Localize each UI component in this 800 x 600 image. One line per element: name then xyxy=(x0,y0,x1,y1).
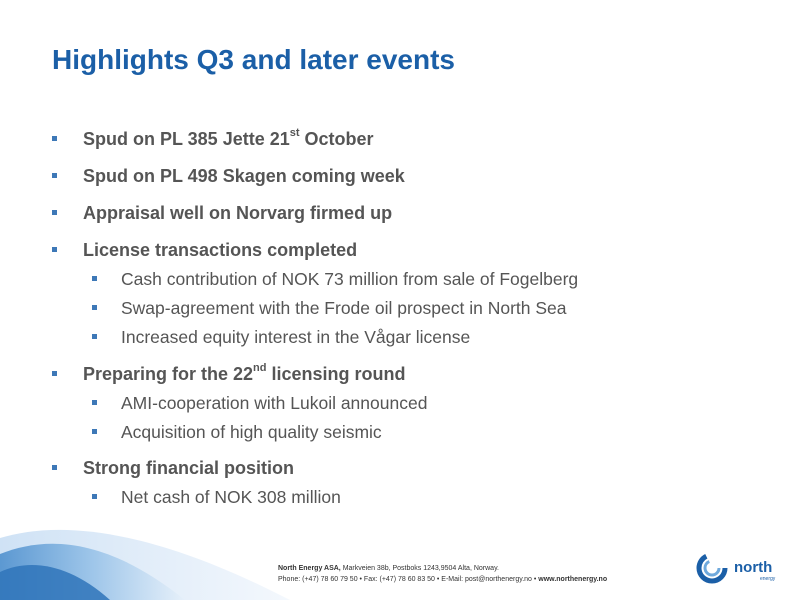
bullet-marker-icon xyxy=(52,371,57,376)
sub-bullet-text: AMI-cooperation with Lukoil announced xyxy=(121,393,428,413)
bullet-marker-icon xyxy=(52,210,57,215)
bullet-item xyxy=(52,166,405,187)
footer-contact-line: Phone: (+47) 78 60 79 50 • Fax: (+47) 78 60 83 50 • E-Mail: post@northenergy.no • xyxy=(278,576,539,583)
bullet-marker-icon xyxy=(92,429,97,434)
bullet-marker-icon xyxy=(92,400,97,405)
sub-bullet-text: Cash contribution of NOK 73 million from sale of Fogelberg xyxy=(121,269,579,289)
bullet-item xyxy=(52,364,406,385)
sub-bullet-text: Acquisition of high quality seismic xyxy=(121,422,382,442)
logo-subtext: energy xyxy=(760,576,776,582)
bullet-item xyxy=(52,129,374,150)
logo-wordmark: north xyxy=(734,559,773,576)
bullet-text: Strong financial position xyxy=(83,458,294,478)
bullet-marker-icon xyxy=(92,305,97,310)
bullet-item xyxy=(52,458,294,479)
bullet-text-after: October xyxy=(299,129,374,149)
bullet-marker-icon xyxy=(92,334,97,339)
sub-bullet-item xyxy=(92,269,578,290)
bullet-marker-icon xyxy=(52,136,57,141)
bullet-item xyxy=(52,240,357,261)
bullet-text-after: licensing round xyxy=(266,364,406,384)
footer-contact xyxy=(278,563,607,585)
bullet-marker-icon xyxy=(52,173,57,178)
sub-bullet-item xyxy=(92,393,427,414)
bullet-marker-icon xyxy=(92,494,97,499)
sub-bullet-item xyxy=(92,487,341,508)
footer-address: Markveien 38b, Postboks 1243,9504 Alta, Norway. xyxy=(340,565,499,572)
bullet-superscript: nd xyxy=(253,362,267,374)
sub-bullet-text: Net cash of NOK 308 million xyxy=(121,487,341,507)
footer-company: North Energy ASA, xyxy=(278,565,341,572)
bullet-marker-icon xyxy=(52,465,57,470)
bullet-text: Appraisal well on Norvarg firmed up xyxy=(83,203,393,223)
bullet-text: Spud on PL 498 Skagen coming week xyxy=(83,166,405,186)
sub-bullet-text: Swap-agreement with the Frode oil prospect in North Sea xyxy=(121,298,567,318)
bullet-text: Spud on PL 385 Jette 21 xyxy=(83,129,290,149)
footer-web-link[interactable]: www.northenergy.no xyxy=(538,576,608,583)
slide-title: Highlights Q3 and later events xyxy=(52,44,455,75)
bullet-marker-icon xyxy=(92,276,97,281)
bullet-text: Preparing for the 22 xyxy=(83,364,254,384)
bullet-item xyxy=(52,203,392,224)
sub-bullet-item xyxy=(92,327,470,348)
decorative-swoosh xyxy=(0,520,290,600)
sub-bullet-item xyxy=(92,298,567,319)
bullet-text: License transactions completed xyxy=(83,240,358,260)
bullet-superscript: st xyxy=(289,127,300,139)
sub-bullet-item xyxy=(92,422,382,443)
sub-bullet-text: Increased equity interest in the Vågar license xyxy=(121,327,471,347)
bullet-marker-icon xyxy=(52,247,57,252)
